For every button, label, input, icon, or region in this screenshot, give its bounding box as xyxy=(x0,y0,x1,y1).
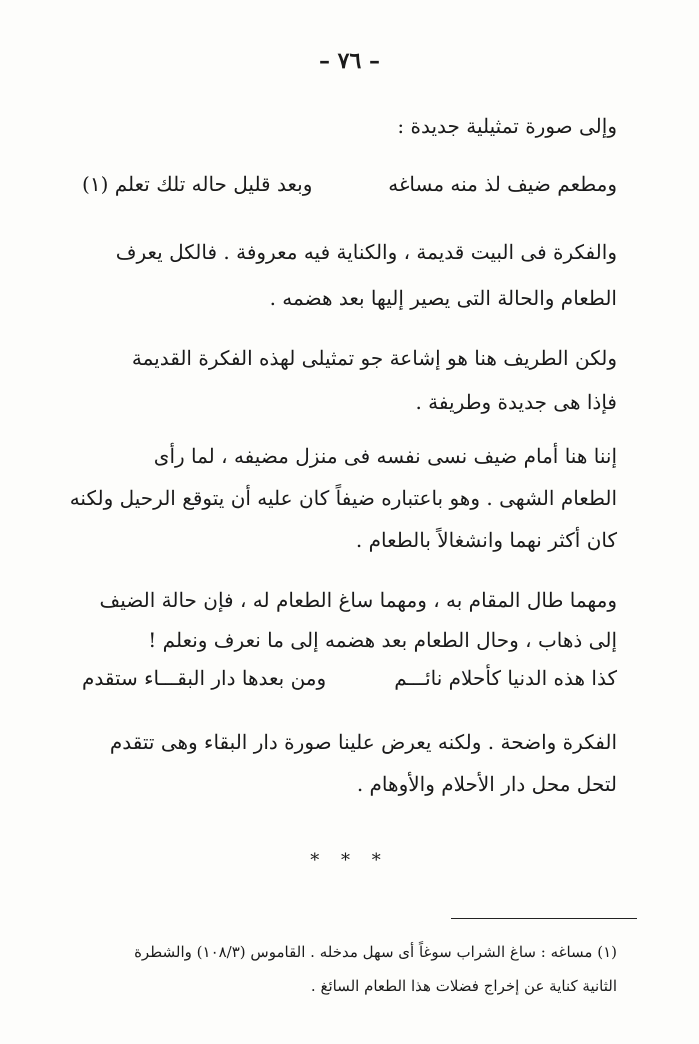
section-separator: * * * xyxy=(310,850,389,871)
verse-2-first-hemistich: كذا هذه الدنيا كأحلام نائـــم xyxy=(394,666,617,690)
paragraph-5-line-1: الفكرة واضحة . ولكنه يعرض علينا صورة دار البقاء وهى تتقدم xyxy=(109,730,617,754)
paragraph-2-line-1: ولكن الطريف هنا هو إشاعة جو تمثيلى لهذه الفكرة القديمة xyxy=(131,346,617,370)
verse-1-second-hemistich: وبعد قليل حاله تلك تعلم (١) xyxy=(82,172,313,196)
verse-1-first-hemistich: ومطعم ضيف لذ منه مساغه xyxy=(388,172,617,196)
intro-line: وإلى صورة تمثيلية جديدة : xyxy=(397,114,617,138)
paragraph-3-line-1: إننا هنا أمام ضيف نسى نفسه فى منزل مضيفه ، لما رأى xyxy=(153,444,617,468)
paragraph-1-line-2: الطعام والحالة التى يصير إليها بعد هضمه . xyxy=(269,286,617,310)
page-number: – ٧٦ – xyxy=(319,48,380,74)
paragraph-3-line-3: كان أكثر نهما وانشغالاً بالطعام . xyxy=(355,528,617,552)
paragraph-2-line-2: فإذا هى جديدة وطريفة . xyxy=(415,390,617,414)
paragraph-4-line-2: إلى ذهاب ، وحال الطعام بعد هضمه إلى ما نعرف ونعلم ! xyxy=(148,628,617,652)
footnote-line-1: (١) مساغه : ساغ الشراب سوغاً أى سهل مدخله . القاموس (١٠٨/٣) والشطرة xyxy=(134,943,617,961)
paragraph-5-line-2: لتحل محل دار الأحلام والأوهام . xyxy=(356,772,617,796)
paragraph-1-line-1: والفكرة فى البيت قديمة ، والكناية فيه معروفة . فالكل يعرف xyxy=(115,240,617,264)
footnote-rule xyxy=(451,918,637,919)
verse-2-second-hemistich: ومن بعدها دار البقـــاء ستقدم xyxy=(82,666,327,690)
paragraph-3-line-2: الطعام الشهى . وهو باعتباره ضيفاً كان عليه أن يتوقع الرحيل ولكنه xyxy=(69,486,617,510)
paragraph-4-line-1: ومهما طال المقام به ، ومهما ساغ الطعام له ، فإن حالة الضيف xyxy=(99,588,617,612)
footnote-line-2: الثانية كناية عن إخراج فضلات هذا الطعام السائغ . xyxy=(310,977,617,995)
